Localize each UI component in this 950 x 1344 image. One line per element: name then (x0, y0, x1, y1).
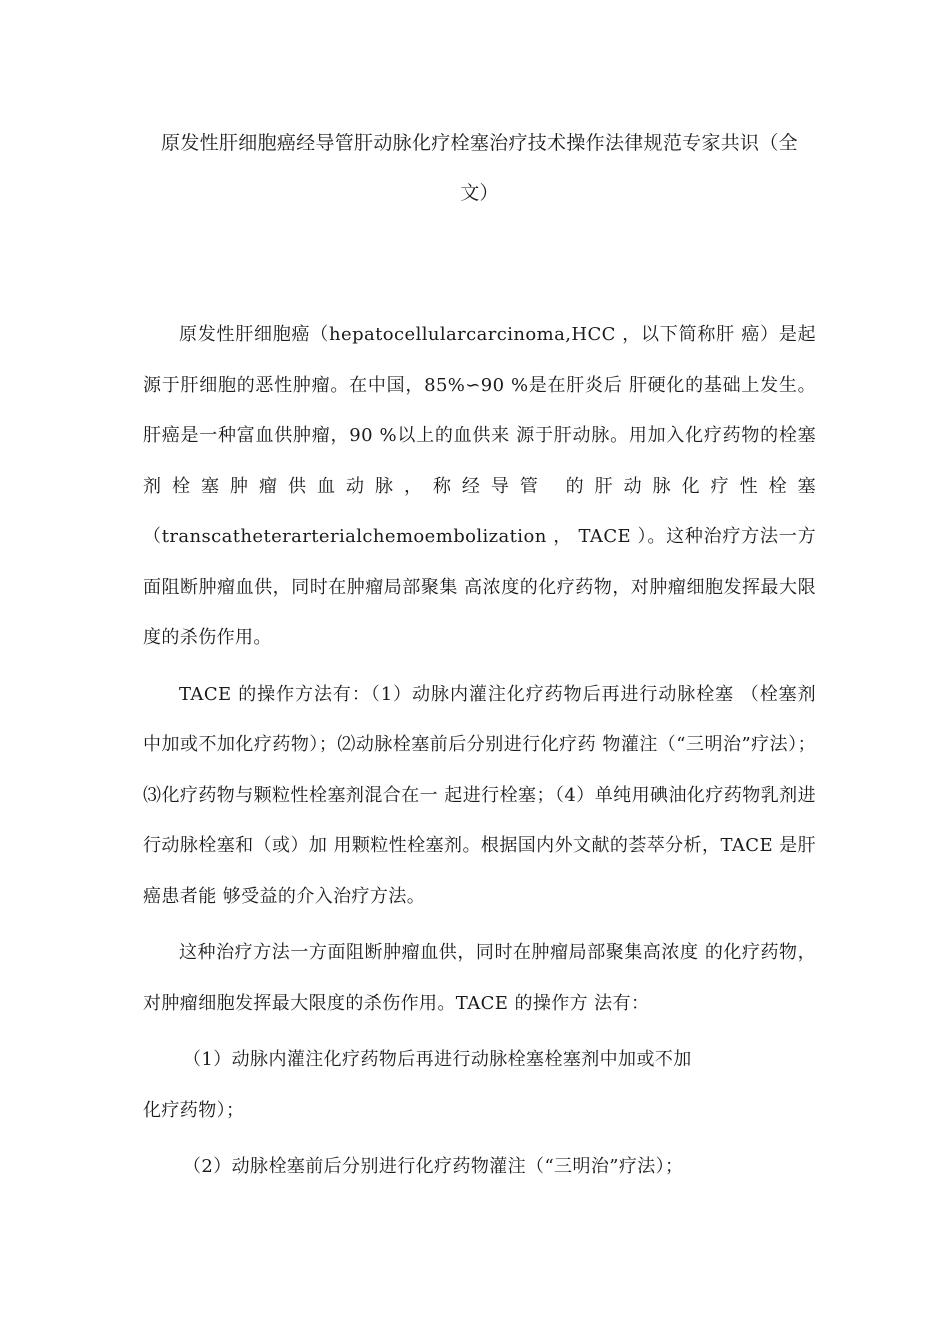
title-line-2: 文） (460, 182, 499, 204)
list-item-1-line-1: （1）动脉内灌注化疗药物后再进行动脉栓塞栓塞剂中加或不加 (183, 1049, 692, 1070)
paragraph-intro: 原发性肝细胞癌（hepatocellularcarcinoma,HCC ，以下简称肝 癌）是起源于肝细胞的恶性肿瘤。在中国，85%∽90 %是在肝炎后 肝硬化的基础上发生。肝癌是一种富血供肿瘤，90 %以上的血供来 源于肝动脉。用加入化疗药物的栓塞剂栓塞肿瘤供血动脉，称经导管 的肝动脉化疗性栓塞（transcatheterarterialchemoembolization ， TACE ）。这种治疗方法一方面阻断肿瘤血供，同时在肿瘤局部聚集 高浓度的化疗药物，对肿瘤细胞发挥最大限度的杀伤作用。 (143, 324, 816, 648)
document-title (143, 118, 816, 218)
document-body (143, 310, 816, 1193)
title-line-1: 原发性肝细胞癌经导管肝动脉化疗栓塞治疗技术操作法律规范专家共识（全 (161, 132, 798, 154)
list-item-2: （2）动脉栓塞前后分别进行化疗药物灌注（“三明治”疗法）； (183, 1156, 684, 1177)
paragraph-tace-summary: 这种治疗方法一方面阻断肿瘤血供，同时在肿瘤局部聚集高浓度 的化疗药物，对肿瘤细胞发挥最大限度的杀伤作用。TACE 的操作方 法有： (143, 942, 816, 1014)
paragraph-tace-methods: TACE 的操作方法有：（1）动脉内灌注化疗药物后再进行动脉栓塞 （栓塞剂中加或不加化疗药物）；⑵动脉栓塞前后分别进行化疗药 物灌注（“三明治”疗法）；⑶化疗药物与颗粒性栓塞剂混合在一 起进行栓塞；（4）单纯用碘油化疗药物乳剂进行动脉栓塞和（或）加 用颗粒性栓塞剂。根据国内外文献的荟萃分析，TACE 是肝癌患者能 够受益的介入治疗方法。 (143, 683, 816, 907)
list-item-1-line-2: 化疗药物）； (143, 1099, 245, 1121)
